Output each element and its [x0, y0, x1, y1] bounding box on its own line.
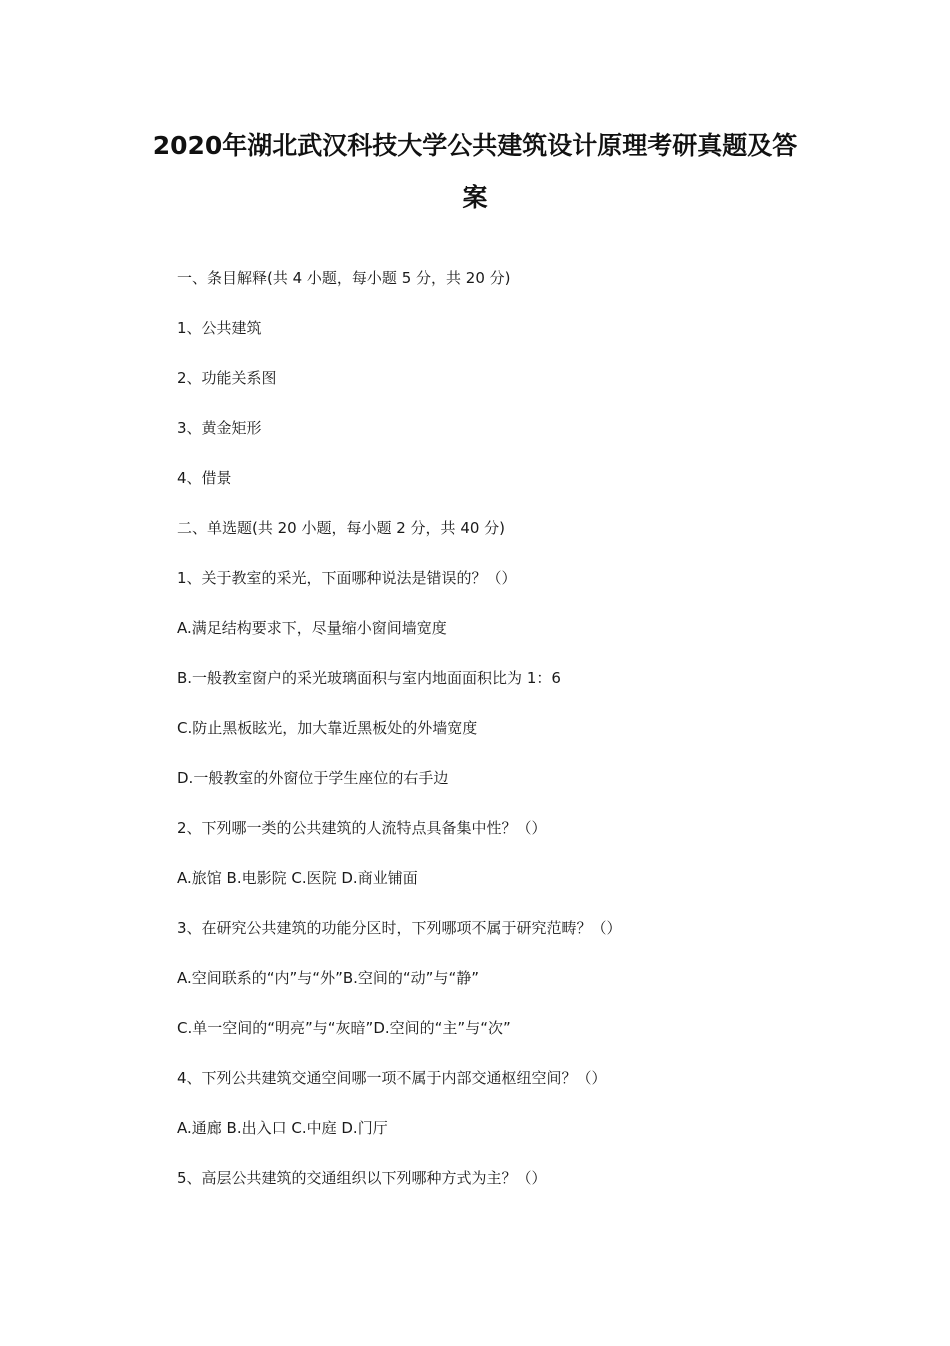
question-2: 2、下列哪一类的公共建筑的人流特点具备集中性？（）	[177, 819, 547, 837]
question-3-options-cd: C.单一空间的“明亮”与“灰暗”D.空间的“主”与“次”	[177, 1019, 511, 1037]
definition-item-2: 2、功能关系图	[177, 369, 277, 387]
section-heading-definitions: 一、条目解释(共 4 小题，每小题 5 分，共 20 分)	[177, 269, 511, 287]
question-2-options: A.旅馆 B.电影院 C.医院 D.商业铺面	[177, 869, 418, 887]
question-3: 3、在研究公共建筑的功能分区时，下列哪项不属于研究范畴？（）	[177, 919, 622, 937]
document-title-line-2: 案	[462, 183, 488, 212]
question-1-option-c: C.防止黑板眩光，加大靠近黑板处的外墙宽度	[177, 719, 478, 737]
question-4-options: A.通廊 B.出入口 C.中庭 D.门厅	[177, 1119, 388, 1137]
section-heading-single-choice: 二、单选题(共 20 小题，每小题 2 分，共 40 分)	[177, 519, 506, 537]
question-3-options-ab: A.空间联系的“内”与“外”B.空间的“动”与“静”	[177, 969, 479, 987]
question-1-option-a: A.满足结构要求下，尽量缩小窗间墙宽度	[177, 619, 447, 637]
definition-item-1: 1、公共建筑	[177, 319, 262, 337]
question-5: 5、高层公共建筑的交通组织以下列哪种方式为主？（）	[177, 1169, 547, 1187]
question-1-option-b: B.一般教室窗户的采光玻璃面积与室内地面面积比为 1：6	[177, 669, 561, 687]
question-4: 4、下列公共建筑交通空间哪一项不属于内部交通枢纽空间？（）	[177, 1069, 607, 1087]
document-title-line-1: 2020年湖北武汉科技大学公共建筑设计原理考研真题及答	[152, 131, 798, 160]
question-1: 1、关于教室的采光，下面哪种说法是错误的？（）	[177, 569, 517, 587]
definition-item-3: 3、黄金矩形	[177, 419, 262, 437]
question-1-option-d: D.一般教室的外窗位于学生座位的右手边	[177, 769, 449, 787]
definition-item-4: 4、借景	[177, 469, 232, 487]
